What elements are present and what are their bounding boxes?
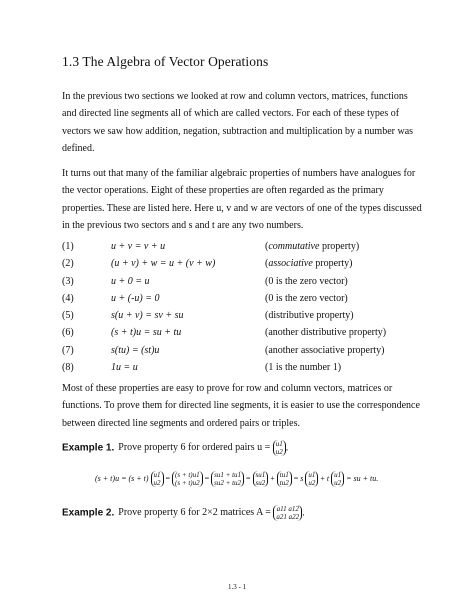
property-note: (commutative property) xyxy=(265,241,360,252)
property-equation: (s + t)u = su + tu xyxy=(111,327,182,339)
example-2: Example 2. Prove property 6 for 2×2 matrices A = a11 a12 a21 a22 . xyxy=(62,505,305,521)
proof-approach-paragraph: Most of these properties are easy to prove for row and column vectors, matrices or functions. To prove them for directed line segments, it is easier to use the correspondence between directed line segments and ordered pairs or triples. xyxy=(62,383,420,429)
property-row xyxy=(62,342,442,359)
matrix-a: a11 a12 a21 a22 xyxy=(273,505,302,521)
column-vector: u1 u2 xyxy=(305,471,318,487)
property-row xyxy=(62,290,442,307)
property-equation: u + v = v + u xyxy=(111,241,166,252)
column-vector: su1 su2 xyxy=(253,471,269,487)
property-equation: s(tu) = (st)u xyxy=(111,344,160,356)
section-title: 1.3 The Algebra of Vector Operations xyxy=(62,54,269,69)
property-note: (0 is the zero vector) xyxy=(265,275,348,287)
property-row xyxy=(62,324,442,341)
column-vector-u: u1 u2 xyxy=(273,440,286,456)
property-number: (8) xyxy=(62,362,74,374)
property-row xyxy=(62,273,442,290)
property-note: (1 is the number 1) xyxy=(265,362,342,374)
property-row xyxy=(62,238,442,255)
property-number: (2) xyxy=(62,258,74,270)
property-equation: u + (-u) = 0 xyxy=(111,292,160,304)
intro-paragraph: In the previous two sections we looked at row and column vectors, matrices, functions and directed line segments all of which are called vectors. For each of these types of vectors we saw how addition, negation, subtraction and multiplication by a number was defined. xyxy=(62,91,414,154)
property-number: (7) xyxy=(62,344,74,356)
property-note: (another distributive property) xyxy=(265,327,387,339)
example-1-derivation: (s + t)u = (s + t) u1 u2 = (s + t)u1 (s + t)u2 = su1 + tu1 su2 + tu2 = su1 su2 + tu1 tu2 = s u1 u2 + t u1 u2 = su + tu. xyxy=(95,471,379,487)
column-vector: (s + t)u1 (s + t)u2 xyxy=(172,471,203,487)
example-text: Prove property 6 for 2×2 matrices A = xyxy=(118,507,274,519)
example-1: Example 1. Prove property 6 for ordered pairs u = u1 u2 . xyxy=(62,440,289,456)
property-number: (6) xyxy=(62,327,74,339)
page-number: 1.3 - 1 xyxy=(227,583,247,591)
property-number: (1) xyxy=(62,241,74,252)
property-note: (0 is the zero vector) xyxy=(265,292,348,304)
property-equation: s(u + v) = sv + su xyxy=(111,310,184,322)
property-row xyxy=(62,255,442,272)
properties-list xyxy=(62,238,442,376)
column-vector: su1 + tu1 su2 + tu2 xyxy=(211,471,244,487)
property-number: (3) xyxy=(62,275,74,287)
property-number: (5) xyxy=(62,310,74,322)
property-equation: u + 0 = u xyxy=(111,275,150,287)
property-note: (distributive property) xyxy=(265,310,354,322)
property-note: (another associative property) xyxy=(265,344,385,356)
property-note: (associative property) xyxy=(265,258,353,270)
property-number: (4) xyxy=(62,292,74,304)
example-label: Example 2. xyxy=(62,507,115,519)
column-vector: u1 u2 xyxy=(331,471,344,487)
column-vector: tu1 tu2 xyxy=(277,471,292,487)
properties-intro-paragraph: It turns out that many of the familiar algebraic properties of numbers have analogues for the vector operations. Eight of these properties are often regarded as the primary properties. These are listed here. Here u, v and w are vectors of one of the types discussed in the previous two sectors and s and t are any two numbers. xyxy=(62,168,422,231)
example-label: Example 1. xyxy=(62,442,115,454)
column-vector: u1 u2 xyxy=(151,471,164,487)
property-row xyxy=(62,359,442,376)
property-row xyxy=(62,307,442,324)
example-text: Prove property 6 for ordered pairs u = xyxy=(118,442,273,454)
property-equation: (u + v) + w = u + (v + w) xyxy=(111,258,216,270)
property-equation: 1u = u xyxy=(111,362,138,374)
